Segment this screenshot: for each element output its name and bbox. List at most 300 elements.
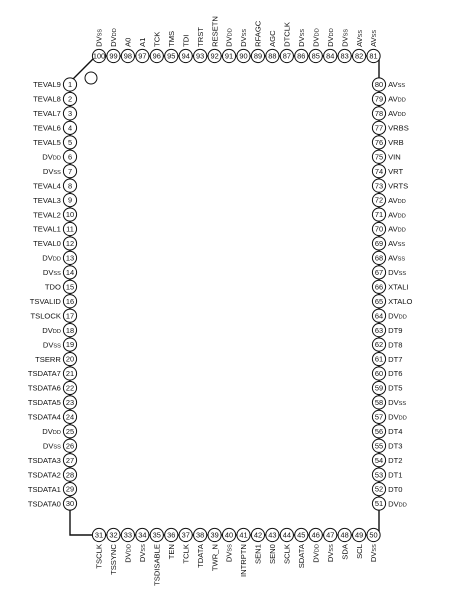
- pin-87-label: DTCLK: [282, 21, 292, 47]
- pin-56-label: DT4: [388, 427, 403, 436]
- pin-88-label: AGC: [268, 30, 278, 47]
- pin-99-label: DVDD: [109, 28, 119, 47]
- pin-100: [92, 29, 105, 63]
- pin-22-label: TSDATA6: [27, 383, 61, 393]
- pin-44: [280, 528, 293, 564]
- pin-44-number: 44: [282, 530, 291, 540]
- pin-55: [372, 439, 402, 452]
- pin-43: [266, 528, 279, 564]
- pin-60-number: 60: [374, 369, 384, 379]
- pin-10-label: TEVAL2: [33, 210, 61, 220]
- pin-90-label: DVSS: [239, 28, 249, 47]
- pin-24-number: 24: [65, 412, 75, 422]
- pin-79-label: AVDD: [388, 94, 406, 104]
- pin-7-label: DVSS: [42, 166, 61, 176]
- pin-60-label: DT6: [388, 369, 403, 379]
- pin-45: [295, 528, 308, 568]
- pin-97: [136, 38, 149, 63]
- pin-6-label: DVDD: [42, 152, 61, 162]
- pin-42: [251, 528, 264, 564]
- pin-5: [33, 136, 76, 149]
- pin-9-number: 9: [67, 195, 73, 205]
- pin-34: [136, 528, 149, 562]
- pin-90-number: 90: [239, 51, 248, 61]
- pin-86: [295, 29, 308, 63]
- pin-14: [43, 266, 77, 279]
- pin-19: [43, 338, 77, 351]
- chip-body: [67, 56, 379, 535]
- pin-62-number: 62: [374, 340, 384, 350]
- pin-33-label: DVDD: [123, 544, 133, 563]
- pin-69: [372, 237, 405, 250]
- pin-50: [367, 528, 380, 562]
- pin-29-number: 29: [65, 484, 75, 494]
- pin-27-number: 27: [65, 455, 75, 465]
- pin-6-number: 6: [67, 152, 73, 162]
- pin-94-number: 94: [181, 51, 190, 61]
- pin-100-label: DVSS: [94, 28, 104, 47]
- pin-71: [372, 208, 405, 221]
- pin-63-label: DT9: [388, 325, 403, 335]
- pin-33-number: 33: [123, 530, 133, 540]
- pin-81-label: AVSS: [369, 29, 379, 47]
- pin-52-number: 52: [374, 484, 384, 494]
- pin-9: [33, 194, 76, 207]
- pin-79: [372, 92, 405, 105]
- pin-16-number: 16: [65, 296, 75, 306]
- pin-8: [33, 179, 76, 192]
- pin-8-number: 8: [67, 181, 73, 191]
- pin-92: [208, 16, 221, 63]
- pin-38-number: 38: [196, 530, 205, 540]
- pin-75: [372, 150, 400, 163]
- pin-4: [33, 121, 76, 134]
- pin-70: [372, 222, 405, 235]
- pin-6: [42, 150, 76, 163]
- pin-53: [372, 468, 402, 481]
- pin-35-number: 35: [152, 530, 161, 540]
- pin-91: [222, 28, 235, 62]
- pin-98: [121, 38, 134, 63]
- pin-57-label: DVDD: [388, 412, 407, 422]
- pin-13-label: DVDD: [42, 253, 61, 263]
- pin-15-number: 15: [65, 282, 75, 292]
- pin-91-label: DVDD: [224, 28, 234, 47]
- pin-41: [237, 528, 250, 577]
- pin-71-label: AVDD: [388, 210, 406, 220]
- pin-36: [165, 528, 178, 559]
- pin-32-number: 32: [109, 530, 118, 540]
- pin-49-label: SCL: [354, 544, 364, 559]
- pin-57: [372, 410, 406, 423]
- pin1-marker: [85, 72, 97, 84]
- pin-47-label: DVSS: [325, 544, 335, 563]
- pin-11-number: 11: [66, 224, 74, 234]
- pin-73-label: VRTS: [388, 181, 409, 191]
- pin-16: [30, 295, 77, 308]
- package-outline: [67, 56, 379, 535]
- pin-57-number: 57: [374, 412, 384, 422]
- pin-37-label: TCLK: [181, 544, 191, 564]
- pin-18-label: DVDD: [42, 325, 61, 335]
- pin-91-number: 91: [224, 51, 234, 61]
- pin-59: [372, 381, 402, 394]
- pin-87: [280, 22, 293, 63]
- pin-88: [266, 30, 279, 63]
- pin-55-number: 55: [374, 441, 384, 451]
- pin-38: [194, 528, 207, 567]
- pin-24: [28, 410, 77, 423]
- pin-3: [33, 107, 76, 120]
- pin-21-number: 21: [65, 369, 75, 379]
- pin-76-number: 76: [374, 137, 384, 147]
- pin-61: [372, 352, 402, 365]
- pin-26-number: 26: [65, 441, 75, 451]
- pin-1-label: TEVAL9: [33, 80, 61, 90]
- pin-97-label: A1: [138, 37, 148, 47]
- pin-88-number: 88: [268, 51, 277, 61]
- pin-63: [372, 324, 402, 337]
- pin-72: [372, 194, 405, 207]
- pin-73: [372, 179, 408, 192]
- pin-22-number: 22: [65, 383, 75, 393]
- pin-48-number: 48: [340, 530, 349, 540]
- pin-42-number: 42: [253, 530, 263, 540]
- pin-17: [31, 309, 77, 322]
- pin-81-number: 81: [369, 51, 378, 61]
- pin-54-label: DT2: [388, 455, 403, 465]
- pin-77-number: 77: [374, 123, 384, 133]
- pin-27-label: TSDATA3: [27, 455, 61, 465]
- pin-30-number: 30: [65, 499, 75, 509]
- pin-14-label: DVSS: [42, 268, 61, 278]
- pin-4-number: 4: [67, 123, 73, 133]
- pin-76-label: VRB: [388, 138, 404, 147]
- pin-10-number: 10: [65, 210, 75, 220]
- pin-18-number: 18: [65, 325, 75, 335]
- pin-94: [179, 35, 192, 63]
- pin-35-label: TSDISABLE: [152, 544, 162, 586]
- pin-80-label: AVSS: [388, 80, 406, 90]
- pin-78: [372, 107, 405, 120]
- pin-13: [42, 251, 76, 264]
- pin-70-label: AVDD: [388, 224, 406, 234]
- pin-89-number: 89: [253, 51, 263, 61]
- pin-99-number: 99: [109, 51, 118, 61]
- pin-37-number: 37: [181, 530, 190, 540]
- pin-93: [194, 27, 207, 63]
- pin-12-number: 12: [65, 239, 75, 249]
- pin-34-label: DVSS: [138, 544, 148, 563]
- pin-17-number: 17: [65, 311, 75, 321]
- pin-1: [33, 78, 76, 91]
- pin-64-label: DVDD: [388, 311, 407, 321]
- pin-7-number: 7: [67, 166, 73, 176]
- pin-21: [28, 367, 77, 380]
- pin-47-number: 47: [326, 530, 335, 540]
- pin-8-label: TEVAL4: [33, 181, 61, 191]
- pin-74-number: 74: [374, 166, 384, 176]
- pin-64-number: 64: [374, 311, 384, 321]
- pin-25: [42, 425, 76, 438]
- pin-51-number: 51: [374, 499, 384, 509]
- pin-60: [372, 367, 402, 380]
- pin-100-number: 100: [92, 51, 106, 61]
- pin-65-label: XTALO: [388, 296, 413, 306]
- pin-79-number: 79: [374, 94, 384, 104]
- pin-92-number: 92: [210, 51, 219, 61]
- pin-53-number: 53: [374, 470, 384, 480]
- pin-72-number: 72: [374, 195, 384, 205]
- left-pin-row: [28, 78, 77, 510]
- pin-85-label: DVDD: [311, 28, 321, 47]
- pin-43-label: SEN0: [268, 544, 278, 564]
- pin-80: [372, 78, 405, 91]
- pin-63-number: 63: [374, 325, 384, 335]
- pin-29-label: TSDATA1: [27, 484, 61, 494]
- pin-37: [179, 528, 192, 563]
- pin-82-number: 82: [354, 51, 364, 61]
- pin-87-number: 87: [282, 51, 291, 61]
- pin-51: [372, 497, 406, 510]
- pin-54-number: 54: [374, 455, 384, 465]
- pin-1-number: 1: [67, 80, 73, 90]
- pin-40: [222, 528, 235, 562]
- pin-39-number: 39: [210, 530, 219, 540]
- pin-77: [372, 121, 408, 134]
- pin-74-label: VRT: [388, 166, 404, 176]
- pin-64: [372, 309, 406, 322]
- pin-19-label: DVSS: [42, 340, 61, 350]
- pin-20: [35, 352, 76, 365]
- pin-34-number: 34: [138, 530, 147, 540]
- pin-84-number: 84: [326, 51, 335, 61]
- pin-93-label: TRST: [195, 27, 205, 47]
- pin-46: [309, 528, 322, 562]
- pin-31-number: 31: [94, 530, 104, 540]
- pin-62-label: DT8: [388, 340, 403, 350]
- pin-97-number: 97: [138, 51, 147, 61]
- pin-3-label: TEVAL7: [33, 109, 61, 119]
- pin-50-number: 50: [369, 530, 378, 540]
- pin-35: [150, 528, 163, 585]
- pin-11-label: TEVAL1: [33, 224, 61, 234]
- bottom-pin-row: [92, 528, 380, 585]
- pin-61-number: 61: [374, 354, 384, 364]
- pin-95-number: 95: [167, 51, 176, 61]
- pin-86-number: 86: [297, 51, 306, 61]
- pin-2: [33, 92, 76, 105]
- pin-76: [372, 136, 403, 149]
- pin-14-number: 14: [65, 267, 75, 277]
- pin-15: [45, 280, 77, 293]
- pin-95-label: TMS: [166, 30, 176, 47]
- pin-10: [33, 208, 76, 221]
- pin-61-label: DT7: [388, 354, 403, 364]
- pin-52: [372, 483, 402, 496]
- pin-78-label: AVDD: [388, 109, 406, 119]
- pin-3-number: 3: [67, 109, 73, 118]
- pin-25-label: DVDD: [42, 427, 61, 436]
- pin-78-number: 78: [374, 109, 384, 118]
- pin-80-number: 80: [374, 80, 384, 90]
- pin-42-label: SEN1: [253, 544, 263, 564]
- pin-71-number: 71: [374, 210, 384, 220]
- pin-96: [150, 32, 163, 63]
- pin-25-number: 25: [65, 426, 75, 436]
- pin-20-number: 20: [65, 354, 75, 364]
- pin-67-number: 67: [374, 267, 384, 277]
- pin-59-number: 59: [374, 383, 384, 393]
- pin-40-label: DVSS: [224, 544, 234, 563]
- pin-36-number: 36: [167, 530, 176, 540]
- pin-92-label: RESETN: [210, 16, 220, 47]
- pin-30: [28, 497, 77, 510]
- pin-55-label: DT3: [388, 441, 403, 451]
- pin-23-label: TSDATA5: [27, 398, 61, 408]
- pin-5-number: 5: [67, 137, 73, 147]
- pin-73-number: 73: [374, 181, 384, 191]
- pin-27: [28, 454, 77, 467]
- pin-58-label: DVSS: [388, 398, 407, 408]
- pin-33: [121, 528, 134, 562]
- pin-58-number: 58: [374, 398, 384, 407]
- pin-81: [367, 30, 380, 63]
- pin-48: [338, 528, 351, 559]
- pin-66-label: XTALI: [388, 282, 409, 292]
- pin-65: [372, 295, 412, 308]
- pin-26: [43, 439, 77, 452]
- pin-98-number: 98: [123, 51, 133, 61]
- pin-62: [372, 338, 402, 351]
- pin-28-label: TSDATA2: [27, 470, 61, 480]
- pin-29: [28, 483, 77, 496]
- pin-39: [208, 528, 221, 571]
- pin-53-label: DT1: [388, 470, 403, 480]
- pin-46-label: DVDD: [311, 544, 321, 563]
- pin-95: [165, 31, 178, 63]
- pin-99: [107, 28, 120, 62]
- pin-41-number: 41: [239, 530, 248, 540]
- pin-49-number: 49: [354, 530, 364, 540]
- pin-84-label: DVDD: [325, 28, 335, 47]
- pin-67-label: DVSS: [388, 268, 407, 278]
- pin-18: [42, 324, 76, 337]
- pin-23: [28, 396, 77, 409]
- pin-21-label: TSDATA7: [27, 369, 61, 379]
- pin-28-number: 28: [65, 470, 75, 480]
- pin-45-number: 45: [297, 530, 306, 540]
- pin-54: [372, 454, 402, 467]
- pin-12: [33, 237, 76, 250]
- pin-26-label: DVSS: [42, 441, 61, 451]
- pin-15-label: TDO: [44, 282, 61, 292]
- pin-68: [372, 251, 405, 264]
- pin-85: [309, 28, 322, 62]
- pin-94-label: TDI: [181, 34, 191, 47]
- pin-7: [43, 165, 77, 178]
- pin-69-label: AVSS: [388, 239, 406, 249]
- pin-50-label: DVSS: [369, 544, 379, 563]
- pin-69-number: 69: [374, 239, 384, 249]
- pin-31-label: TSCLK: [94, 544, 104, 569]
- pin-31: [92, 528, 105, 568]
- pin-86-label: DVSS: [297, 28, 306, 47]
- pin-66: [372, 280, 408, 293]
- pin-52-label: DT0: [388, 484, 403, 494]
- pin-83-number: 83: [340, 51, 349, 61]
- pin-65-number: 65: [374, 296, 384, 306]
- pin-32: [107, 528, 120, 575]
- pin-2-label: TEVAL8: [33, 94, 61, 104]
- pin-16-label: TSVALID: [29, 296, 61, 306]
- pin-47: [324, 528, 337, 562]
- pin-68-label: AVSS: [388, 253, 406, 263]
- pin-36-label: TEN: [166, 544, 176, 560]
- pin-58: [372, 396, 406, 409]
- pin-4-label: TEVAL6: [33, 123, 61, 133]
- pin-70-number: 70: [374, 224, 384, 234]
- pin-77-label: VRBS: [388, 123, 409, 133]
- pin-5-label: TEVAL5: [33, 138, 61, 147]
- pin-40-number: 40: [224, 530, 234, 540]
- pin-38-label: TDATA: [195, 544, 205, 568]
- pin-48-label: SDA: [340, 544, 350, 560]
- pin-85-number: 85: [311, 51, 320, 61]
- pin-41-label: INTRPTN: [239, 544, 249, 578]
- pin-39-label: TWR_N: [210, 544, 220, 572]
- pin-20-label: TSERR: [35, 354, 61, 364]
- pin-2-number: 2: [67, 94, 73, 104]
- pin-67: [372, 266, 406, 279]
- pin-75-label: VIN: [388, 152, 401, 162]
- pin-43-number: 43: [268, 530, 277, 540]
- pin-83-label: DVSS: [340, 28, 350, 47]
- pin-75-number: 75: [374, 152, 384, 162]
- pin-17-label: TSLOCK: [30, 311, 61, 321]
- pin-28: [28, 468, 77, 481]
- pin-66-number: 66: [374, 282, 384, 292]
- pin-83: [338, 29, 351, 63]
- pin-46-number: 46: [311, 530, 320, 540]
- pin-45-label: SDATA: [297, 544, 306, 569]
- pin-90: [237, 29, 250, 63]
- pin-82-label: AVSS: [354, 29, 364, 47]
- pin-96-label: TCK: [152, 31, 162, 47]
- pin-11: [33, 222, 76, 235]
- pin-49: [353, 528, 366, 558]
- pin-24-label: TSDATA4: [27, 412, 61, 422]
- pin-68-number: 68: [374, 253, 384, 263]
- pin-23-number: 23: [65, 398, 75, 407]
- pin-19-number: 19: [65, 340, 75, 350]
- pin-12-label: TEVAL0: [33, 239, 61, 249]
- pin-56-number: 56: [374, 426, 384, 436]
- pin-72-label: AVDD: [388, 195, 406, 205]
- pin-51-label: DVDD: [388, 499, 407, 509]
- pin-93-number: 93: [196, 51, 205, 61]
- pin-22: [28, 381, 77, 394]
- pin-82: [353, 30, 366, 63]
- pin-96-number: 96: [152, 51, 161, 61]
- pin-84: [324, 28, 337, 62]
- pin-89-label: RFAGC: [253, 20, 263, 47]
- pin-32-label: TSSYNC: [109, 544, 119, 575]
- pin-89: [251, 20, 264, 62]
- pin-59-label: DT5: [388, 383, 403, 393]
- pin-13-number: 13: [65, 253, 75, 263]
- pin-98-label: A0: [123, 37, 133, 47]
